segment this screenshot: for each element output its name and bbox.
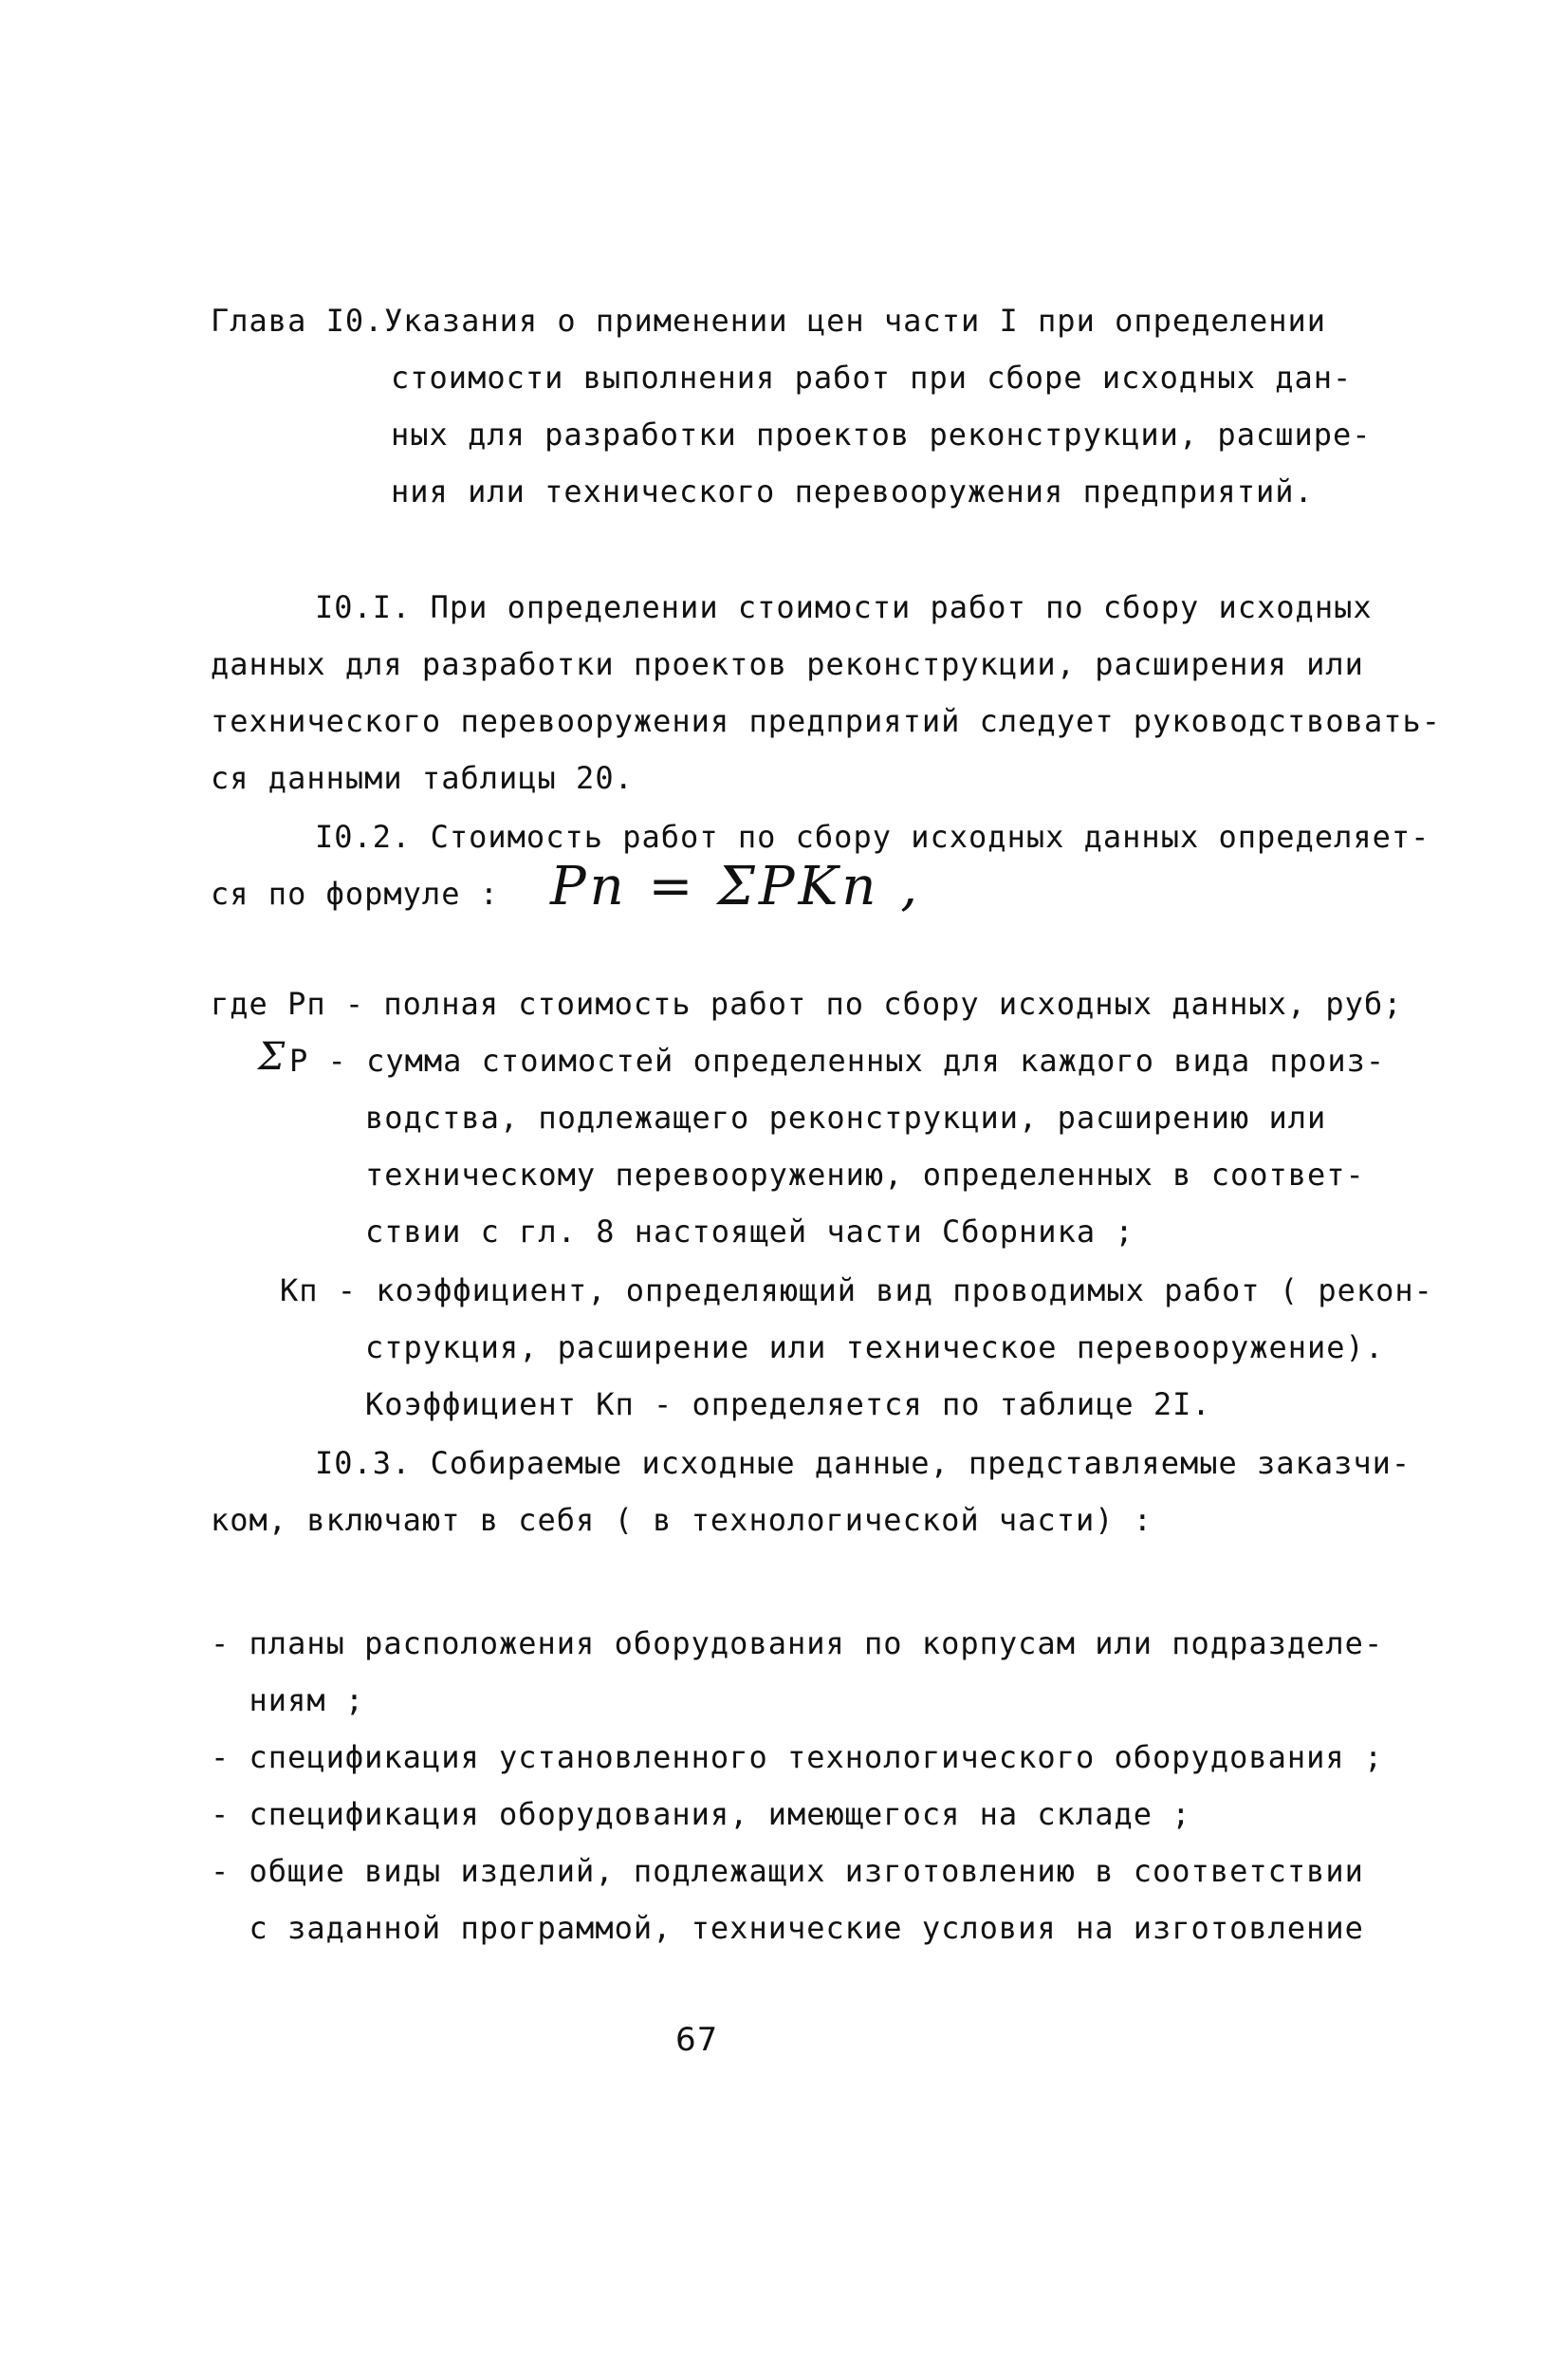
list-item: - общие виды изделий, подлежащих изготовлению в соответствии [211, 1853, 1364, 1889]
definition-kp-line: Коэффициент Кп - определяется по таблице 2I. [365, 1386, 1211, 1422]
definition-sum-line: техническому перевооружению, определенных в соответ- [365, 1157, 1365, 1193]
definition-sum-line: ствии с гл. 8 настоящей части Сборника ; [365, 1214, 1134, 1250]
paragraph-line: ся по формуле : [211, 876, 499, 912]
chapter-title-line: ных для разработки проектов реконструкции, расшире- [391, 417, 1372, 453]
handwritten-formula: Pп = ΣPKп , [550, 856, 922, 917]
list-item: - планы расположения оборудования по корпусам или подразделе- [211, 1625, 1384, 1661]
definition-rp: где Рп - полная стоимость работ по сбору исходных данных, руб; [211, 986, 1403, 1022]
chapter-title-line: Указания о применении цен части I при определении [384, 303, 1327, 339]
definition-sum: P - сумма стоимостей определенных для каждого вида произ- [289, 1043, 1386, 1079]
paragraph-line: ком, включают в себя ( в технологической части) : [211, 1502, 1153, 1538]
chapter-label: Глава I0. [211, 303, 384, 339]
paragraph-line: ся данными таблицы 20. [211, 760, 634, 796]
list-item-continuation: с заданной программой, технические условия на изготовление [211, 1910, 1364, 1946]
paragraph-line: данных для разработки проектов реконструкции, расширения или [211, 646, 1364, 682]
paragraph-line: технического перевооружения предприятий следует руководствовать- [211, 703, 1441, 739]
list-item-continuation: ниям ; [211, 1682, 365, 1718]
chapter-title-line: стоимости выполнения работ при сборе исходных дан- [391, 360, 1353, 396]
list-item: - спецификация оборудования, имеющегося на складе ; [211, 1796, 1191, 1832]
chapter-title-line: ния или технического перевооружения предприятий. [391, 473, 1314, 510]
page-number: 67 [675, 2021, 719, 2059]
paragraph-line: I0.2. Стоимость работ по сбору исходных данных определяет- [315, 819, 1430, 855]
paragraph-line: I0.I. При определении стоимости работ по сбору исходных [315, 589, 1373, 625]
definition-kp: Кп - коэффициент, определяющий вид проводимых работ ( рекон- [280, 1272, 1433, 1308]
paragraph-line: I0.3. Собираемые исходные данные, представляемые заказчи- [315, 1445, 1411, 1481]
definition-kp-line: струкция, расширение или техническое перевооружение). [365, 1329, 1385, 1365]
definition-sum-line: водства, подлежащего реконструкции, расширению или [365, 1100, 1327, 1136]
sum-symbol: Σ [258, 1035, 286, 1079]
list-item: - спецификация установленного технологического оборудования ; [211, 1739, 1384, 1775]
